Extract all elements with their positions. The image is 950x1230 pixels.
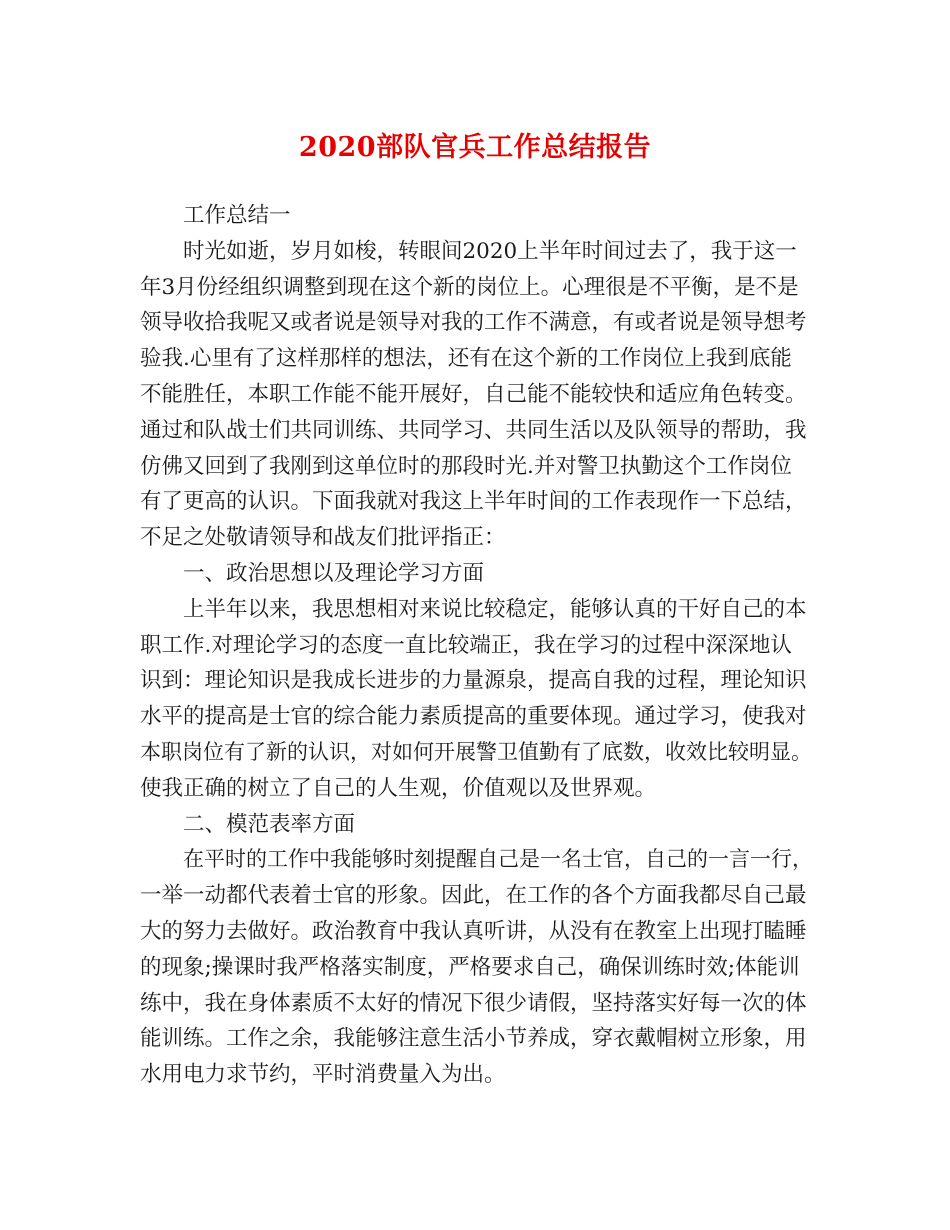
document-text-line: 使我正确的树立了自己的人生观，价值观以及世界观。 [140, 775, 657, 801]
document-text-line: 不足之处敬请领导和战友们批评指正： [140, 525, 506, 551]
document-text-line: 仿佛又回到了我刚到这单位时的那段时光.并对警卫执勤这个工作岗位 [140, 453, 792, 479]
document-title: 2020部队官兵工作总结报告 [298, 132, 652, 163]
document-text-line: 一、政治思想以及理论学习方面 [183, 560, 485, 586]
document-text-line: 能训练。工作之余，我能够注意生活小节养成，穿衣戴帽树立形象，用 [140, 1026, 807, 1052]
document-text-line: 本职岗位有了新的认识，对如何开展警卫值勤有了底数，收效比较明显。 [140, 739, 812, 764]
document-text-line: 年3月份经组织调整到现在这个新的岗位上。心理很是不平衡，是不是 [140, 274, 799, 300]
document-text-line: 工作总结一 [183, 203, 291, 228]
document-text-line: 练中，我在身体素质不太好的情况下很少请假，坚持落实好每一次的体 [140, 990, 807, 1016]
document-text-line: 二、模范表率方面 [183, 811, 356, 837]
document-text-line: 职工作.对理论学习的态度一直比较端正，我在学习的过程中深深地认 [140, 632, 792, 658]
document-text-line: 时光如逝，岁月如梭，转眼间2020上半年时间过去了，我于这一 [183, 238, 797, 264]
document-text-line: 领导收拾我呢又或者说是领导对我的工作不满意，有或者说是领导想考 [140, 310, 807, 336]
document-text-line: 水用电力求节约，平时消费量入为出。 [140, 1062, 506, 1088]
document-text-line: 在平时的工作中我能够时刻提醒自己是一名士官，自己的一言一行， [183, 847, 813, 872]
document-text-line: 水平的提高是士官的综合能力素质提高的重要体现。通过学习，使我对 [140, 704, 807, 730]
document-text-line: 验我.心里有了这样那样的想法，还有在这个新的工作岗位上我到底能 [140, 346, 792, 372]
document-text-line: 不能胜任，本职工作能不能开展好，自己能不能较快和适应角色转变。 [140, 381, 807, 407]
document-text-line: 的现象;操课时我严格落实制度，严格要求自己，确保训练时效;体能训 [140, 954, 800, 980]
document-text-line: 上半年以来，我思想相对来说比较稳定，能够认真的干好自己的本 [183, 596, 807, 622]
document-text-line: 有了更高的认识。下面我就对我这上半年时间的工作表现作一下总结， [140, 489, 807, 515]
document-body [140, 198, 816, 1093]
document-text-line: 通过和队战士们共同训练、共同学习、共同生活以及队领导的帮助，我 [140, 417, 807, 443]
document-text-line: 一举一动都代表着士官的形象。因此，在工作的各个方面我都尽自己最 [140, 883, 807, 909]
document-text-line: 大的努力去做好。政治教育中我认真听讲，从没有在教室上出现打瞌睡 [140, 918, 807, 944]
document-text-line: 识到：理论知识是我成长进步的力量源泉，提高自我的过程，理论知识 [140, 668, 807, 694]
